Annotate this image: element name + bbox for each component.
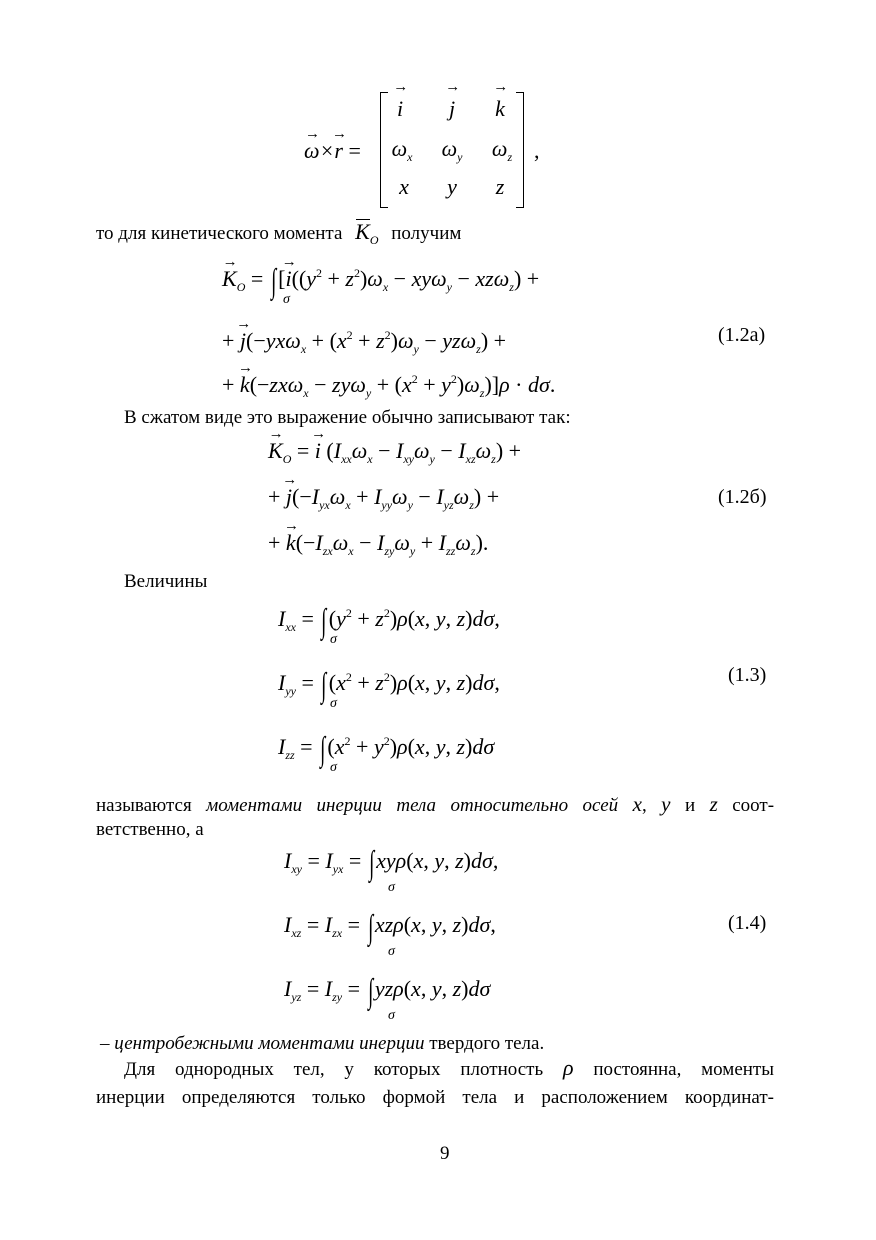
values-word: Величины: [124, 571, 208, 592]
eq-1-2b-line2: + → $j(-I_{yx}\omega_x + I_{yy}\omega_y - I_{yz}\omega_z)$ +: [268, 482, 499, 520]
eq-ixy: $I_{xy} = I_{yx} = \int xy\rho(x$, y, z)dσ,: [284, 845, 499, 882]
matrix-cell-wx: $\omega_x$: [391, 136, 413, 164]
matrix-cell-wy: $\omega_y$: [441, 136, 463, 164]
matrix-cell-x: x: [399, 174, 409, 199]
eq-number-1-2a: (1.2а): [718, 324, 766, 346]
matrix-trailing-comma: ,: [534, 138, 540, 163]
sigma-1-2a: σ: [283, 292, 290, 307]
eq-1-2b-line3: + → $k(-I_{zx}\omega_x - I_{zy}\omega_y + I_{zz}\omega_z)$.: [268, 528, 488, 566]
sigma-iyz: σ: [388, 1008, 395, 1023]
eq-iyz: $I_{yz} = I_{zy} = \int yz\rho(x$, y, z)dσ: [284, 973, 491, 1010]
respectively-line: ветственно, а: [96, 819, 204, 840]
matrix-cell-i: → i: [380, 96, 420, 122]
sigma-ixx: σ: [330, 632, 337, 647]
eq-number-1-3: (1.3): [728, 664, 767, 686]
eq-iyy: $I_{yy} = \int(x^2 + z^2)\rho(x$, y, z)dσ,: [278, 667, 500, 704]
sigma-iyy: σ: [330, 696, 337, 711]
page-number: 9: [440, 1143, 450, 1164]
centrifugal-line: – центробежными моментами инерции твердого тела.: [100, 1033, 545, 1054]
eq-1-2a-line2: + → $j(-yx\omega_x + (x^2 + z^2)\omega_y - yz\omega_z)$ +: [222, 320, 506, 364]
eq-ixx: $I_{xx} = \int(y^2 + z^2)\rho(x$, y, z)dσ,: [278, 603, 500, 640]
axes-line: называются моментами инерции тела относительно осей x, y и z соот-: [96, 792, 775, 816]
cross-product-lhs: → ω×→ r =: [304, 136, 361, 166]
sigma-ixy: σ: [388, 880, 395, 895]
homog-line1: Для однородных тел, у которых плотность ρ постоянна, моменты: [124, 1055, 774, 1080]
matrix-cell-j: → j: [432, 96, 472, 122]
compact-intro: В сжатом виде это выражение обычно записывают так:: [124, 407, 571, 428]
kinetic-intro-line: то для кинетического момента $K_O$ получим: [96, 219, 462, 247]
eq-1-2a-line3: + → $k(-zx\omega_x - zy\omega_y + (x^2 + y^2)\omega_z)]\rho \cdot d\sigma$.: [222, 364, 555, 408]
eq-1-2b-line1: → $K_O$ = → i $(I_{xx}\omega_x - I_{xy}\omega_y - I_{xz}\omega_z)$ +: [268, 436, 521, 474]
matrix-cell-z: z: [495, 174, 505, 199]
eq-izz: $I_{zz} = \int(x^2 + y^2)\rho(x$, y, z)dσ: [278, 731, 495, 768]
eq-1-2a-line1: → $K_O$ = ∫[→ $i((y^2 + z^2)\omega_x - xy\omega_y - xz\omega_z)$ +: [222, 258, 539, 302]
matrix-cell-k: → k: [480, 96, 520, 122]
eq-ixz: $I_{xz} = I_{zx} = \int xz\rho(x$, y, z)dσ,: [284, 909, 496, 946]
matrix-cell-wz: $\omega_z$: [491, 136, 513, 164]
eq-number-1-2b: (1.2б): [718, 486, 767, 508]
sigma-izz: σ: [330, 760, 337, 775]
sigma-ixz: σ: [388, 944, 395, 959]
eq-number-1-4: (1.4): [728, 912, 767, 934]
matrix-cell-y: y: [447, 174, 457, 199]
homog-line2: инерции определяются только формой тела и расположением координат-: [96, 1087, 774, 1108]
